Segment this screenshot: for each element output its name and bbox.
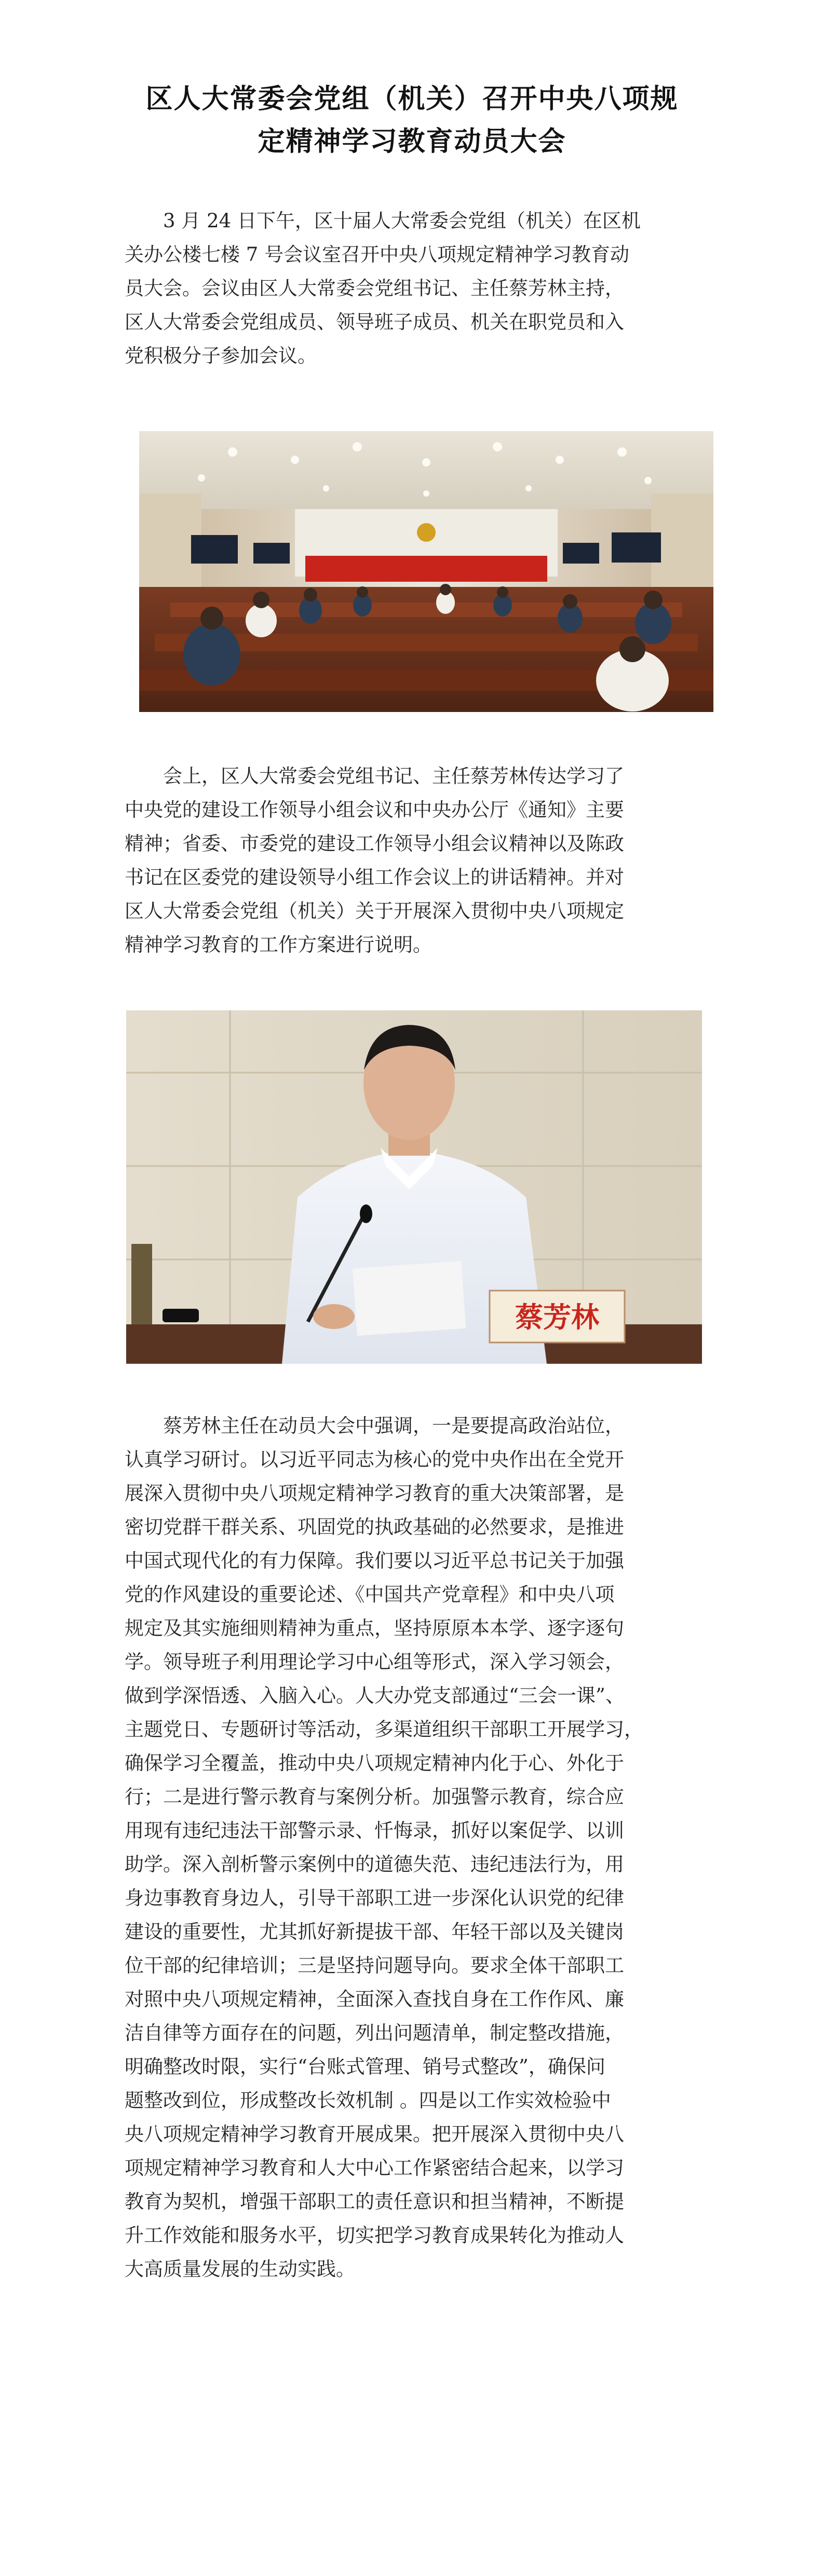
meeting-room-photo	[139, 431, 713, 712]
paragraph-line: 位干部的纪律培训；三是坚持问题导向。要求全体干部职工	[125, 1954, 624, 1977]
paragraph-line: 大高质量发展的生动实践。	[125, 2258, 355, 2280]
paragraph-line: 中央党的建设工作领导小组会议和中央办公厅《通知》主要	[125, 799, 624, 821]
paragraph-line: 规定及其实施细则精神为重点，坚持原原本本学、逐字逐句	[125, 1617, 624, 1639]
paragraph-line: 党积极分子参加会议。	[125, 345, 317, 367]
article-title	[0, 78, 824, 163]
paragraph-line: 做到学深悟透、入脑入心。人大办党支部通过“三会一课”、	[125, 1684, 625, 1707]
name-card: 蔡芳林	[515, 1300, 599, 1334]
paragraph-line: 认真学习研讨。以习近平同志为核心的党中央作出在全党开	[125, 1448, 624, 1471]
paragraph-line: 书记在区委党的建设领导小组工作会议上的讲话精神。并对	[125, 866, 624, 888]
paragraph-line: 题整改到位，形成整改长效机制 。四是以工作实效检验中	[125, 2089, 611, 2112]
paragraph-line: 用现有违纪违法干部警示录、忏悔录，抓好以案促学、以训	[125, 1819, 624, 1842]
title-line: 定精神学习教育动员大会	[258, 126, 566, 157]
paragraph-line: 央八项规定精神学习教育开展成果。把开展深入贯彻中央八	[125, 2123, 624, 2145]
paragraph-line: 中国式现代化的有力保障。我们要以习近平总书记关于加强	[125, 1550, 624, 1572]
paragraph-line: 展深入贯彻中央八项规定精神学习教育的重大决策部署，是	[125, 1482, 624, 1504]
paragraph-conveyed-spirit	[125, 759, 624, 962]
paragraph-line: 蔡芳林主任在动员大会中强调，一是要提高政治站位，	[163, 1415, 624, 1437]
paragraph-line: 学。领导班子利用理论学习中心组等形式，深入学习领会，	[125, 1651, 624, 1673]
paragraph-line: 精神；省委、市委党的建设工作领导小组会议精神以及陈政	[125, 832, 624, 855]
paragraph-meeting-info	[125, 204, 641, 373]
paragraph-line: 员大会。会议由区人大常委会党组书记、主任蔡芳林主持，	[125, 277, 624, 299]
paragraph-line: 身边事教育身边人，引导干部职工进一步深化认识党的纪律	[125, 1887, 624, 1909]
paragraph-line: 区人大常委会党组（机关）关于开展深入贯彻中央八项规定	[125, 900, 624, 922]
paragraph-line: 行；二是进行警示教育与案例分析。加强警示教育，综合应	[125, 1786, 624, 1808]
paragraph-line: 对照中央八项规定精神，全面深入查找自身在工作作风、廉	[125, 1988, 624, 2010]
paragraph-line: 会上，区人大常委会党组书记、主任蔡芳林传达学习了	[163, 765, 624, 787]
paragraph-line: 教育为契机，增强干部职工的责任意识和担当精神，不断提	[125, 2190, 624, 2213]
paragraph-line: 建设的重要性，尤其抓好新提拔干部、年轻干部以及关键岗	[125, 1921, 624, 1943]
paragraph-line: 区人大常委会党组成员、领导班子成员、机关在职党员和入	[125, 311, 624, 333]
paragraph-line: 项规定精神学习教育和人大中心工作紧密结合起来，以学习	[125, 2157, 624, 2179]
speaker-photo	[126, 1010, 702, 1364]
paragraph-line: 升工作效能和服务水平，切实把学习教育成果转化为推动人	[125, 2224, 624, 2246]
paragraph-emphasis	[125, 1409, 643, 2286]
paragraph-line: 党的作风建设的重要论述、《中国共产党章程》和中央八项	[125, 1583, 615, 1606]
paragraph-line: 密切党群干群关系、巩固党的执政基础的必然要求，是推进	[125, 1516, 624, 1538]
paragraph-line: 精神学习教育的工作方案进行说明。	[125, 934, 432, 956]
paragraph-line: 助学。深入剖析警示案例中的道德失范、违纪违法行为，用	[125, 1853, 624, 1875]
paragraph-line: 关办公楼七楼 7 号会议室召开中央八项规定精神学习教育动	[125, 243, 630, 266]
paragraph-line: 洁自律等方面存在的问题，列出问题清单，制定整改措施，	[125, 2022, 624, 2044]
paragraph-line: 确保学习全覆盖，推动中央八项规定精神内化于心、外化于	[125, 1752, 624, 1774]
paragraph-line: 主题党日、专题研讨等活动，多渠道组织干部职工开展学习，	[125, 1718, 643, 1741]
paragraph-line: 明确整改时限，实行“台账式管理、销号式整改”，确保问	[125, 2056, 605, 2078]
paragraph-line: 3 月 24 日下午，区十届人大常委会党组（机关）在区机	[163, 210, 641, 232]
title-line: 区人大常委会党组（机关）召开中央八项规	[145, 83, 679, 115]
